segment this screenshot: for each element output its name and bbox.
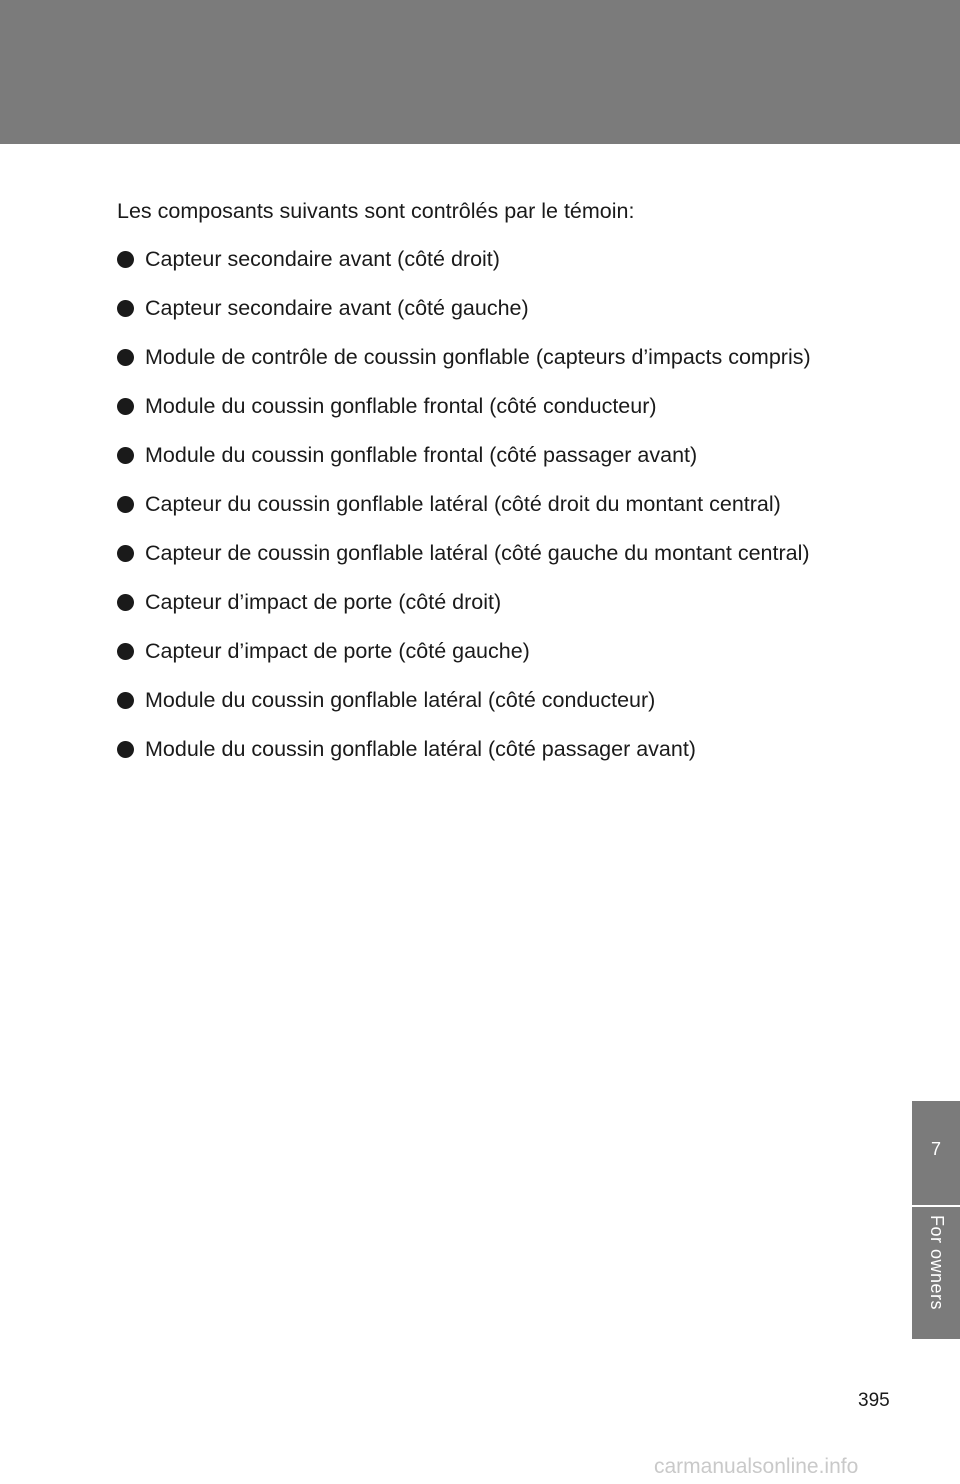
list-item [117, 587, 893, 617]
list-item-text: Module du coussin gonflable frontal (côté conducteur) [145, 394, 657, 418]
list-item-text: Module du coussin gonflable frontal (côté passager avant) [145, 443, 698, 467]
bullet-icon [117, 447, 134, 464]
bullet-icon [117, 398, 134, 415]
list-item-text: Module de contrôle de coussin gonflable (capteurs d’impacts compris) [145, 345, 811, 369]
bullet-icon [117, 545, 134, 562]
bullet-icon [117, 643, 134, 660]
list-item [117, 293, 893, 323]
list-item [117, 244, 893, 274]
bullet-icon [117, 741, 134, 758]
list-item-text: Capteur d’impact de porte (côté gauche) [145, 639, 530, 663]
bullet-icon [117, 692, 134, 709]
bullet-icon [117, 594, 134, 611]
list-item [117, 636, 893, 666]
chapter-title: For owners [927, 1215, 947, 1311]
watermark: carmanualsonline.info [654, 1455, 859, 1478]
bullet-icon [117, 496, 134, 513]
list-item-text: Capteur de coussin gonflable latéral (côté gauche du montant central) [145, 541, 810, 565]
intro-text: Les composants suivants sont contrôlés par le témoin: [117, 199, 635, 223]
list-item-text: Capteur secondaire avant (côté droit) [145, 247, 500, 271]
chapter-side-tab [912, 1101, 960, 1339]
component-list [117, 244, 893, 764]
page-content [117, 196, 893, 783]
list-item-text: Capteur secondaire avant (côté gauche) [145, 296, 529, 320]
page-number: 395 [858, 1390, 890, 1411]
list-item [117, 734, 893, 764]
chapter-number: 7 [930, 1139, 941, 1159]
header-band [0, 0, 960, 144]
bullet-icon [117, 300, 134, 317]
list-item [117, 342, 893, 372]
list-item-text: Module du coussin gonflable latéral (côté conducteur) [145, 688, 656, 712]
list-item [117, 391, 893, 421]
list-item [117, 685, 893, 715]
list-item [117, 489, 893, 519]
list-item [117, 538, 893, 568]
list-item-text: Capteur d’impact de porte (côté droit) [145, 590, 502, 614]
list-item-text: Capteur du coussin gonflable latéral (côté droit du montant central) [145, 492, 781, 516]
chapter-number-box [912, 1101, 960, 1207]
bullet-icon [117, 251, 134, 268]
list-item [117, 440, 893, 470]
bullet-icon [117, 349, 134, 366]
list-item-text: Module du coussin gonflable latéral (côté passager avant) [145, 737, 696, 761]
